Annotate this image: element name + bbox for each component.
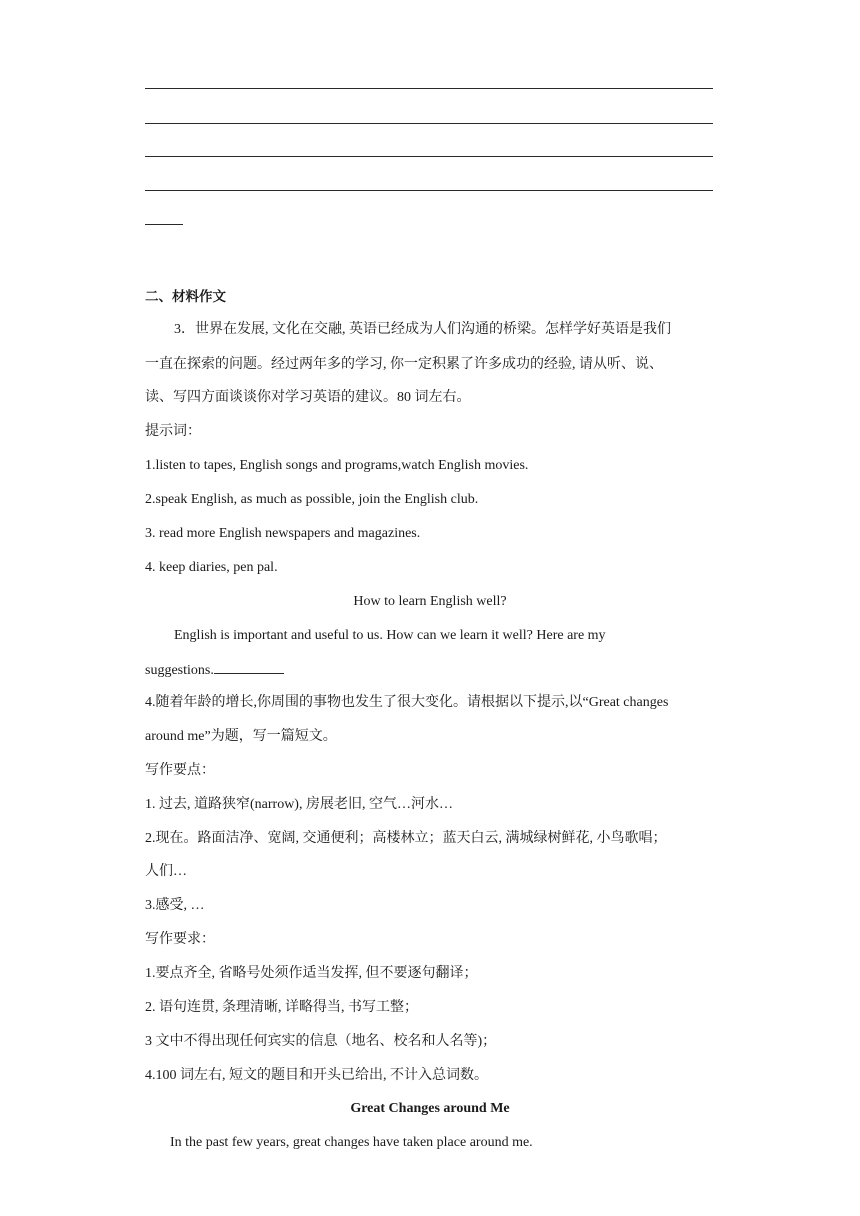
q3-opening-text: suggestions. bbox=[145, 663, 214, 678]
q3-prompt-line-3: 读、写四方面谈谈你对学习英语的建议。80 词左右。 bbox=[145, 390, 471, 405]
answer-line bbox=[145, 190, 713, 191]
q4-essay-title: Great Changes around Me bbox=[350, 1101, 510, 1116]
q4-point-1: 1. 过去, 道路狭窄(narrow), 房展老旧, 空气…河水… bbox=[145, 797, 453, 812]
q3-hint-item: 1.listen to tapes, English songs and programs,watch English movies. bbox=[145, 458, 529, 473]
answer-line bbox=[145, 156, 713, 157]
q4-prompt-line-2: around me”为题，写一篇短文。 bbox=[145, 729, 337, 744]
q3-hint-item: 2.speak English, as much as possible, join the English club. bbox=[145, 492, 479, 507]
answer-line bbox=[145, 123, 713, 124]
q4-point-2-line-1: 2.现在。路面洁净、宽阔, 交通便利；高楼林立；蓝天白云, 满城绿树鲜花, 小鸟歌唱； bbox=[145, 831, 667, 846]
fill-in-blank bbox=[214, 659, 284, 674]
answer-line-short bbox=[145, 224, 183, 225]
q3-hint-item: 3. read more English newspapers and magazines. bbox=[145, 526, 421, 541]
q3-essay-title: How to learn English well? bbox=[353, 594, 507, 609]
q3-prompt-line-2: 一直在探索的问题。经过两年多的学习, 你一定积累了许多成功的经验, 请从听、说、 bbox=[145, 357, 663, 372]
q4-requirement-item: 4.100 词左右, 短文的题目和开头已给出, 不计入总词数。 bbox=[145, 1068, 488, 1083]
q4-requirement-item: 2. 语句连贯, 条理清晰, 详略得当, 书写工整； bbox=[145, 1000, 418, 1015]
section-heading: 二、材料作文 bbox=[145, 289, 226, 305]
q3-hint-label: 提示词： bbox=[145, 424, 201, 439]
q3-opening-line-1: English is important and useful to us. How can we learn it well? Here are my bbox=[174, 628, 606, 643]
answer-line bbox=[145, 88, 713, 89]
q3-opening-line-2 bbox=[145, 659, 720, 681]
q4-requirement-item: 3 文中不得出现任何宾实的信息（地名、校名和人名等)； bbox=[145, 1034, 497, 1049]
q4-point-3: 3.感受, … bbox=[145, 898, 205, 913]
q4-requirements-label: 写作要求： bbox=[145, 932, 215, 947]
q4-opening-line: In the past few years, great changes have taken place around me. bbox=[170, 1135, 533, 1150]
q3-prompt-line-1: 3．世界在发展, 文化在交融, 英语已经成为人们沟通的桥梁。怎样学好英语是我们 bbox=[174, 322, 671, 337]
q4-requirement-item: 1.要点齐全, 省略号处须作适当发挥, 但不要逐句翻译； bbox=[145, 966, 478, 981]
q4-points-label: 写作要点： bbox=[145, 763, 215, 778]
q3-hint-item: 4. keep diaries, pen pal. bbox=[145, 560, 278, 575]
q4-prompt-line-1: 4.随着年龄的增长,你周围的事物也发生了很大变化。请根据以下提示,以“Great changes bbox=[145, 695, 669, 710]
q4-point-2-line-2: 人们… bbox=[145, 864, 187, 879]
